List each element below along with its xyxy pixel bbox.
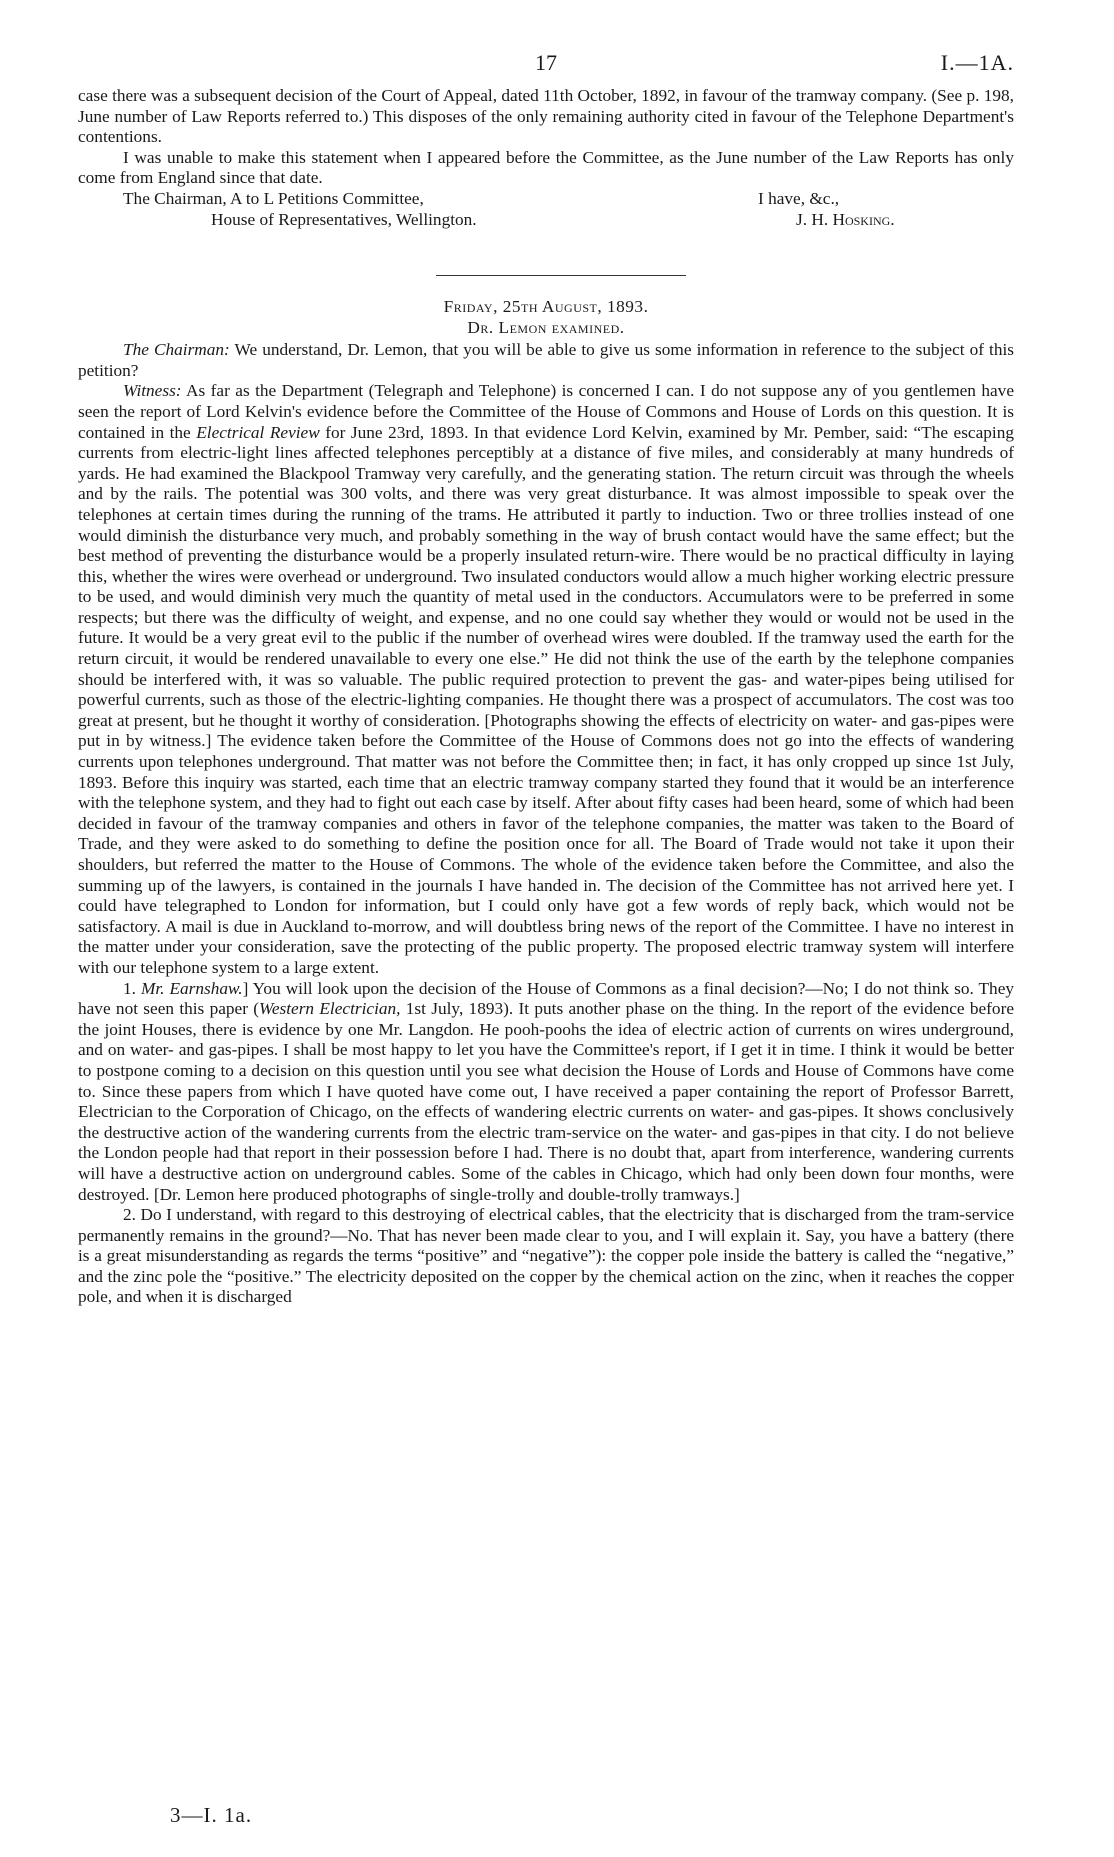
- question-1: 1. Mr. Earnshaw.] You will look upon the decision of the House of Commons as a final decision?—No; I do not think so. They have not seen this paper (Western Electrician, 1st July, 1893). It puts another phase on the thing. In the report of the evidence before the joint Houses, there is evidence by one Mr. Langdon. He pooh-poohs the idea of electric action of currents on wires underground, and on water- and gas-pipes. I shall be most happy to let you have the Committee's report, if I get it in time. I think it would be better to postpone coming to a decision on this question until you see what decision the House of Lords and House of Commons have come to. Since these papers from which I have quoted have come out, I have received a paper containing the report of Professor Barrett, Electrician to the Corporation of Chicago, on the effects of wandering electric currents on water- and gas-pipes. It shows conclusively the destructive action of the wandering currents from the electric tram-service on the water- and gas-pipes in that city. I do not believe the London people had that report in their possession before I had. There is no doubt that, apart from interference, wandering currents will have a destructive action on underground cables. Some of the cables in Chicago, which had only been down four months, were destroyed. [Dr. Lemon here produced photographs of single-trolly and double-trolly tramways.]: [78, 978, 1014, 1204]
- addressee-line-2: House of Representatives, Wellington.: [211, 209, 477, 229]
- section-date: Friday, 25th August, 1893.: [443, 297, 649, 317]
- addressee-line-1: The Chairman, A to L Petitions Committee,: [123, 188, 424, 208]
- question-2: 2. Do I understand, with regard to this destroying of electrical cables, that the electricity that is discharged from the tram-service permanently remains in the ground?—No. That has never been made clear to you, and I will explain it. Say, you have a battery (there is a great misunderstanding as regards the terms “positive” and “negative”): the copper pole inside the battery is called the “negative,” and the zinc pole the “positive.” The electricity deposited on the copper by the chemical action on the zinc, when it reaches the copper pole, and when it is discharged: [78, 1205, 1014, 1307]
- paper-reference: I.—1A.: [940, 50, 1014, 75]
- publication-title-2: Western Electrician,: [259, 999, 401, 1019]
- chairman-question: The Chairman: We understand, Dr. Lemon, that you will be able to give us some information in reference to the subject of this petition?: [78, 340, 1015, 380]
- section-divider: [436, 275, 686, 276]
- publication-title: Electrical Review: [196, 422, 320, 442]
- speaker-witness: Witness:: [123, 381, 182, 401]
- letter-closing: I have, &c.,: [758, 188, 840, 208]
- signer-name: J. H. Hosking.: [796, 209, 895, 229]
- page-number: 17: [535, 50, 557, 75]
- letter-signature-block: [78, 189, 1014, 230]
- speaker-chairman: The Chairman:: [123, 340, 230, 360]
- intro-paragraph-1: case there was a subsequent decision of the Court of Appeal, dated 11th October, 1892, in favour of the tramway company. (See p. 198, June number of Law Reports referred to.) This disposes of the only remaining authority cited in favour of the Telephone Department's contentions.: [78, 86, 1014, 147]
- signature-mark: 3—I. 1a.: [170, 1803, 253, 1827]
- page-header: [78, 50, 1014, 86]
- intro-paragraph-2: I was unable to make this statement when I appeared before the Committee, as the June number of the Law Reports has only come from England since that date.: [78, 147, 1014, 188]
- witness-answer: Witness: As far as the Department (Telegraph and Telephone) is concerned I can. I do not suppose any of you gentlemen have seen the report of Lord Kelvin's evidence before the Committee of the House of Commons and House of Lords on this question. It is contained in the Electrical Review for June 23rd, 1893. In that evidence Lord Kelvin, examined by Mr. Pember, said: “The escaping currents from electric-light lines affected telephones perceptibly at a distance of five miles, and considerably at many hundreds of yards. He had examined the Blackpool Tramway very carefully, and the generating station. The return circuit was through the wheels and by the rails. The potential was 300 volts, and there was very great disturbance. It was almost impossible to speak over the telephones at certain times during the running of the trams. He attributed it partly to induction. Two or three trollies instead of one would diminish the disturbance very much, and probably something in the way of brush contact would have the same effect; but the best method of preventing the disturbance would be a properly insulated return-wire. There would be no practical difficulty in laying this, whether the wires were overhead or underground. Two insulated conductors would allow a much higher working electric pressure to be used, and would diminish very much the quantity of metal used in the conductors. Accumulators were to be preferred in some respects; but there was the difficulty of weight, and expense, and no one could say whether they would or would not be used in the future. It would be a very great evil to the public if the number of overhead wires were doubled. If the tramway used the earth for the return circuit, it would be rendered unavailable to every one else.” He did not think the use of the earth by the telephone companies should be interfered with, it was so valuable. The public required protection to prevent the gas- and water-pipes being utilised for powerful currents, such as those of the electric-lighting companies. He thought there was a prospect of accumulators. The cost was too great at present, but he thought it worthy of consideration. [Photographs showing the effects of electricity on water- and gas-pipes were put in by witness.] The evidence taken before the Committee of the House of Commons does not go into the effects of wandering currents upon telephones underground. That matter was not before the Committee then; in fact, it has only cropped up since 1st July, 1893. Before this inquiry was started, each time that an electric tramway company started they found that it would be an interference with the telephone system, and they had to fight out each case by itself. After about fifty cases had been heard, some of which had been decided in favour of the tramway companies and others in favor of the telephone companies, the matter was taken to the Board of Trade, and they were asked to do something to define the position once for all. The Board of Trade would not take it upon their shoulders, but referred the matter to the House of Commons. The whole of the evidence taken before the Committee, and also the summing up of the lawyers, is contained in the journals I have handed in. The decision of the Committee has not arrived here yet. I could have telegraphed to London for information, but I could only have got a few words of reply back, which would not be satisfactory. A mail is due in Auckland to-morrow, and will doubtless bring news of the report of the Committee. I have no interest in the matter under your consideration, save the protecting of the public property. The proposed electric tramway system will interfere with our telephone system to a large extent.: [78, 381, 1014, 977]
- section-subheading: Dr. Lemon examined.: [467, 318, 625, 338]
- document-page: [78, 50, 1014, 1308]
- speaker-earnshaw: Mr. Earnshaw.: [140, 978, 243, 998]
